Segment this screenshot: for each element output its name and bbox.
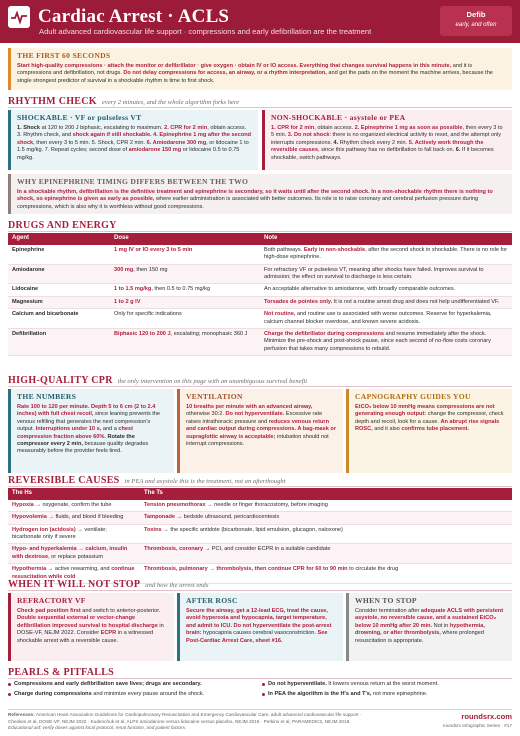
list-item: Charge during compressions and minimize every pause around the shock.: [8, 691, 258, 698]
series-label: roundsrx Infographic Series · #17: [442, 722, 512, 728]
epinephrine-timing-box: [8, 174, 512, 214]
divider: [8, 231, 512, 232]
ventilation-title: VENTILATION: [186, 392, 243, 401]
site-credit: [443, 712, 512, 729]
pearls-heading: PEARLS & PITFALLS: [8, 667, 115, 678]
pearls-right: [262, 681, 512, 702]
numbers-box: [8, 389, 174, 473]
table-row: Epinephrine 1 mg IV or IO every 3 to 5 min Both pathways. Early in non-shockable, after the second shock in shockable. There is no role for high-dose epinephrine.: [8, 245, 512, 264]
defib-badge: [440, 6, 512, 36]
badge-title: Defib: [466, 10, 486, 19]
col-note: Note: [260, 233, 512, 245]
non-shockable-box: [262, 110, 512, 170]
rhythm-check-heading: RHYTHM CHECK every 2 minutes, and the whole algorithm forks here: [8, 96, 240, 107]
list-item: Do not hyperventilate. It lowers venous return at the worst moment.: [262, 681, 512, 688]
ventilation-text: 10 breaths per minute with an advanced airway, otherwise 30:2. Do not hyperventilate. Excessive rate raises intrathoracic pressure and reduces venous return and cardiac output during compressions. A bag-mask or supraglottic airway is acceptable; intubation should not interrupt compressions.: [186, 404, 337, 447]
first-60-seconds-box: [8, 48, 512, 90]
rosc-title: AFTER ROSC: [186, 596, 238, 605]
table-row: Calcium and bicarbonate Only for specific indications Not routine, and routine use is associated with worse outcomes. Reserve for hyperkalemia, calcium channel blocker overdose, and known severe acidosis.: [8, 309, 512, 329]
table-row: Hypoxia → oxygenate, confirm the tube Tension pneumothorax → needle or finger thoracostomy, before imaging: [8, 500, 512, 512]
numbers-text: Rate 100 to 120 per minute. Depth 5 to 6 cm (2 to 2.4 inches) with full chest recoil, since leaning prevents the venous refilling that generates the next compression's output. Interruptions under 10 s, and a chest compression fraction above 60%. Rotate the compressor every 2 min, because quality degrades measurably before the provider feels tired.: [17, 404, 161, 455]
cpr-heading: HIGH-QUALITY CPR the only intervention on this page with an unambiguous survival benefit: [8, 375, 308, 386]
first-60-text: Start high-quality compressions · attach the monitor or defibrillator · give oxygen · obtain IV or IO access. Everything that changes survival happens in this minute, and it is compressions and defibrillation, not drugs. Do not delay compressions for access, an airway, or a rhythm interpretation, and get the pads on the moment the machine arrives, because the single strongest predictor of survival in a shockable rhythm is time to first shock.: [17, 63, 493, 84]
heart-logo-icon: [8, 6, 30, 28]
col-dose: Dose: [110, 233, 260, 245]
divider: [8, 386, 512, 387]
capnography-title: CAPNOGRAPHY GUIDES YOU: [355, 392, 471, 401]
page-title: Cardiac Arrest · ACLS: [38, 6, 230, 27]
list-item: In PEA the algorithm is the H's and T's, not more epinephrine.: [262, 691, 512, 698]
why-title: WHY EPINEPHRINE TIMING DIFFERS BETWEEN THE TWO: [17, 177, 249, 186]
when-to-stop-box: [346, 593, 512, 661]
drugs-heading: DRUGS AND ENERGY: [8, 220, 117, 231]
col-agent: Agent: [8, 233, 110, 245]
footer: [8, 709, 512, 732]
non-shockable-title: NON-SHOCKABLE · asystole or PEA: [271, 113, 406, 122]
rosc-text: Secure the airway, get a 12-lead ECG, treat the cause, avoid hyperoxia and hypocapnia, target temperature, and admit to ICU. Do not hyperventilate the post-arrest brain: hypocapnia causes cerebral vasoconstriction. See Post-Cardiac Arrest Care, sheet #16.: [186, 608, 332, 644]
divider: [8, 678, 512, 679]
divider: [8, 486, 512, 487]
numbers-title: THE NUMBERS: [17, 392, 77, 401]
divider: [8, 107, 512, 108]
table-row: Hydrogen ion (acidosis) → ventilate; bicarbonate only if severe Toxins → the specific antidote (bicarbonate, lipid emulsion, glucagon, naloxone): [8, 524, 512, 544]
after-rosc-box: [177, 593, 343, 661]
table-row: Defibrillation Biphasic 120 to 200 J, escalating; monophasic 360 J Charge the defibrillator during compressions and resume immediately after the shock. Minimize the pre-shock and post-shock pause, since each second of no-flow costs coronary perfusion that takes many compressions to rebuild.: [8, 328, 512, 355]
ventilation-box: [177, 389, 343, 473]
table-row: Hypo- and hyperkalemia → calcium, insulin with dextrose, or replace potassium Thrombosis, coronary → PCI, and consider ECPR in a suitable candidate: [8, 544, 512, 564]
non-shockable-text: 1. CPR for 2 min, obtain access. 2. Epinephrine 1 mg as soon as possible, then every 3 to 5 min. 3. Do not shock: there is no organized electrical activity to reset, and the attempt only interrupts compressions. 4. Rhythm check every 2 min. 5. Actively work through the reversible causes, since this pathway has no defibrillation to fall back on. 6. If it becomes shockable, switch pathways.: [271, 125, 503, 161]
col-ts: The Ts: [140, 488, 512, 500]
drugs-table: [8, 233, 512, 356]
first-60-title: THE FIRST 60 SECONDS: [17, 51, 111, 60]
shockable-box: [8, 110, 258, 170]
refractory-text: Check pad position first and switch to anterior-posterior. Double sequential external or vector-change defibrillation improved survival to hospital discharge in DOSE-VF, NEJM 2022. Consider ECPR in a witnessed shockable arrest with a reversible cause.: [17, 608, 164, 644]
col-hs: The Hs: [8, 488, 140, 500]
table-row: Lidocaine 1 to 1.5 mg/kg, then 0.5 to 0.75 mg/kg An acceptable alternative to amiodarone, with broadly comparable outcomes.: [8, 284, 512, 296]
badge-subtitle: early, and often: [455, 22, 497, 29]
site-link[interactable]: roundsrx.com: [461, 712, 512, 721]
stop-title: WHEN TO STOP: [355, 596, 417, 605]
why-text: In a shockable rhythm, defibrillation is the definitive treatment and epinephrine is secondary, so it waits until after the second shock. In a non-shockable rhythm there is nothing to shock, so epinephrine is given as early as possible, where earlier administration is associated with better outcomes. Its role is to raise coronary and cerebral perfusion pressure during compressions, which is also why it is worthless without good compressions.: [17, 189, 493, 210]
page-subtitle: Adult advanced cardiovascular life support · compressions and early defibrillation are the treatment: [39, 27, 372, 36]
pearls-left: [8, 681, 258, 702]
header-banner: [0, 0, 520, 43]
list-item: Compressions and early defibrillation save lives; drugs are secondary.: [8, 681, 258, 688]
refractory-vf-box: [8, 593, 174, 661]
divider: [8, 590, 512, 591]
table-row: Magnesium 1 to 2 g IV Torsades de pointes only. It is not a routine arrest drug and does not help undifferentiated VF.: [8, 296, 512, 308]
table-row: Hypothermia → active rewarming, and continue resuscitation while cold Thrombosis, pulmonary → thrombolysis, then continue CPR for 60 to 90 min to circulate the drug: [8, 564, 512, 584]
shockable-text: 1. Shock at 120 to 200 J biphasic, escalating to maximum. 2. CPR for 2 min, obtain access. 3. Rhythm check, and shock again if still shockable. 4. Epinephrine 1 mg after the second shock, then every 3 to 5 min. 5. Shock, CPR 2 min. 6. Amiodarone 300 mg, or lidocaine 1 to 1.5 mg/kg. 7. Repeat cycles; second dose of amiodarone 150 mg or lidocaine 0.5 to 0.75 mg/kg.: [17, 125, 252, 161]
stop-text: Consider termination after adequate ACLS with persistent asystole, no reversible cause, and a sustained EtCO₂ below 10 mmHg after 20 min. Not in hypothermia, drowning, or after thrombolysis, where prolonged resuscitation is appropriate.: [355, 608, 504, 644]
reversible-causes-table: [8, 488, 512, 584]
refractory-title: REFRACTORY VF: [17, 596, 86, 605]
table-row: Amiodarone 300 mg, then 150 mg For refractory VF or pulseless VT, meaning after shocks have failed. Improves survival to admission; the effect on survival to discharge is less certain.: [8, 264, 512, 284]
capnography-text: EtCO₂ below 10 mmHg means compressions are not generating enough output: change the compressor, check depth and recoil, look for a cause. An abrupt rise signals ROSC, and it also confirms tube placement.: [355, 404, 504, 433]
reversible-heading: REVERSIBLE CAUSES in PEA and asystole this is the treatment, not an afterthought: [8, 475, 286, 486]
references: References: American Heart Association Guidelines for Cardiopulmonary Resuscitation and Emergency Cardiovascular Care, adult advanced cardiovascular life support · Cheskes et al, DOSE-VF, NEJM 2022 · Kudenchuk et al, ALPS amiodarone versus lidocaine versus placebo, NEJM 2016 · Perkins et al, PARAMEDIC2, NEJM 2018. Educational aid: verify doses against local protocol, renal function, and patient factors.: [8, 712, 362, 731]
table-row: Hypovolemia → fluids, and blood if bleeding Tamponade → bedside ultrasound, pericardiocentesis: [8, 512, 512, 524]
capnography-box: [346, 389, 512, 473]
when-it-will-not-stop-heading: WHEN IT WILL NOT STOP and how the arrest ends: [8, 579, 209, 590]
shockable-title: SHOCKABLE · VF or pulseless VT: [17, 113, 142, 122]
